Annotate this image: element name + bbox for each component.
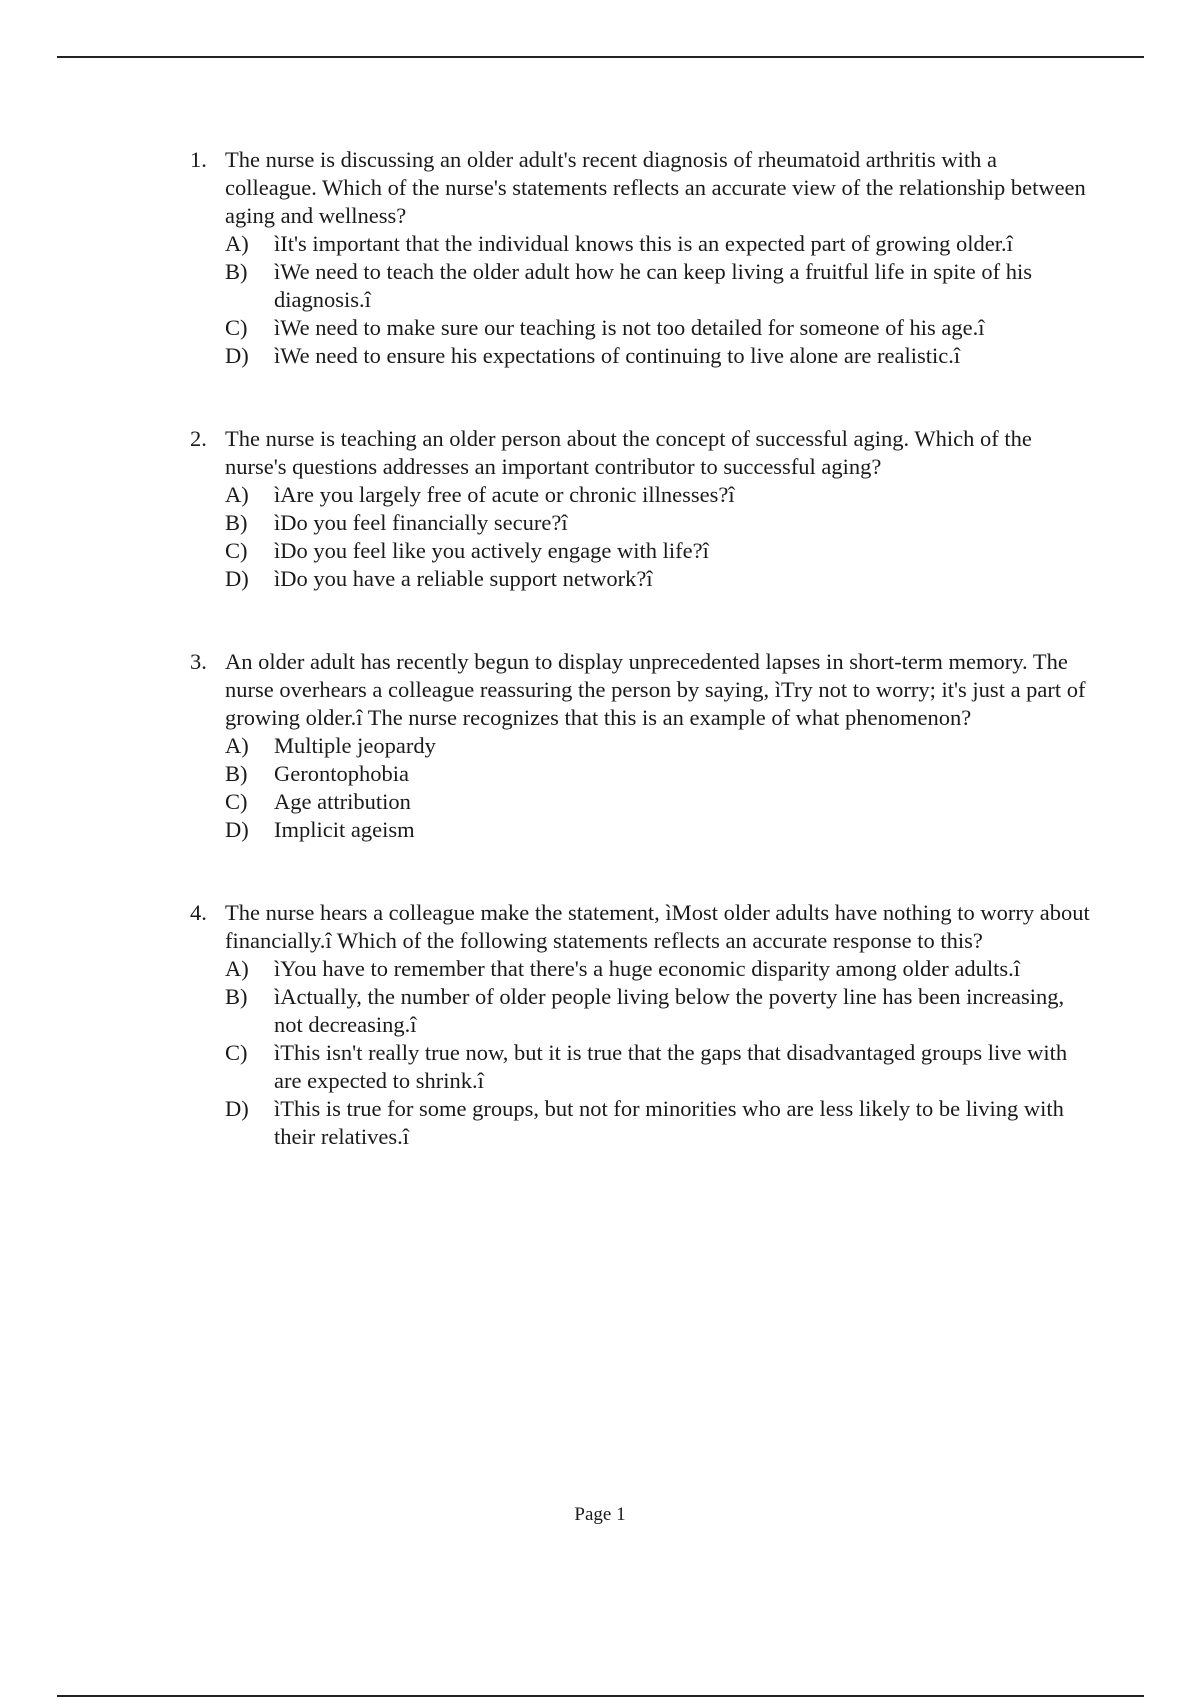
choice-list	[190, 955, 1090, 1151]
choice-letter: B)	[225, 761, 248, 786]
question-1	[190, 146, 1090, 370]
choice-b	[225, 509, 1090, 537]
question-number: 1.	[190, 147, 207, 172]
choice-c	[225, 788, 1090, 816]
question-text: The nurse is teaching an older person about the concept of successful aging. Which of the nurse's questions addresses an important contributor to successful aging?	[225, 426, 1032, 479]
question-list	[190, 146, 1090, 1151]
choice-b	[225, 258, 1090, 314]
question-text: The nurse hears a colleague make the statement, ìMost older adults have nothing to worry about financially.î Which of the following statements reflects an accurate response to this?	[225, 900, 1090, 953]
choice-text: Gerontophobia	[274, 761, 409, 786]
choice-letter: A)	[225, 733, 249, 758]
choice-list	[190, 230, 1090, 370]
choice-letter: D)	[225, 343, 249, 368]
question-text: An older adult has recently begun to display unprecedented lapses in short-term memory. The nurse overhears a colleague reassuring the person by saying, ìTry not to worry; it's just a part of growing older.î The nurse recognizes that this is an example of what phenomenon?	[225, 649, 1086, 730]
choice-text: ìDo you feel financially secure?î	[274, 510, 568, 535]
choice-letter: A)	[225, 231, 249, 256]
choice-letter: B)	[225, 259, 248, 284]
question-stem	[190, 425, 1090, 481]
choice-text: ìAre you largely free of acute or chronic illnesses?î	[274, 482, 735, 507]
choice-letter: C)	[225, 538, 248, 563]
choice-text: ìThis is true for some groups, but not for minorities who are less likely to be living with their relatives.î	[274, 1096, 1064, 1149]
choice-a	[225, 732, 1090, 760]
choice-text: ìDo you have a reliable support network?î	[274, 566, 653, 591]
choice-text: ìIt's important that the individual knows this is an expected part of growing older.î	[274, 231, 1013, 256]
choice-b	[225, 760, 1090, 788]
choice-c	[225, 537, 1090, 565]
choice-text: Multiple jeopardy	[274, 733, 436, 758]
choice-c	[225, 314, 1090, 342]
choice-c	[225, 1039, 1090, 1095]
question-number: 2.	[190, 426, 207, 451]
choice-d	[225, 1095, 1090, 1151]
question-number: 3.	[190, 649, 207, 674]
question-stem	[190, 899, 1090, 955]
choice-letter: C)	[225, 1040, 248, 1065]
question-stem	[190, 146, 1090, 230]
bottom-rule	[57, 1695, 1144, 1697]
question-4	[190, 899, 1090, 1151]
choice-text: Implicit ageism	[274, 817, 415, 842]
choice-text: ìWe need to teach the older adult how he can keep living a fruitful life in spite of his diagnosis.î	[274, 259, 1032, 312]
choice-text: Age attribution	[274, 789, 411, 814]
choice-letter: D)	[225, 1096, 249, 1121]
choice-letter: C)	[225, 789, 248, 814]
choice-text: ìWe need to ensure his expectations of continuing to live alone are realistic.î	[274, 343, 961, 368]
choice-d	[225, 342, 1090, 370]
choice-letter: B)	[225, 510, 248, 535]
choice-d	[225, 565, 1090, 593]
question-3	[190, 648, 1090, 844]
question-stem	[190, 648, 1090, 732]
choice-letter: C)	[225, 315, 248, 340]
choice-a	[225, 230, 1090, 258]
question-2	[190, 425, 1090, 593]
choice-list	[190, 481, 1090, 593]
choice-b	[225, 983, 1090, 1039]
top-rule	[57, 56, 1144, 58]
page-number: Page 1	[574, 1504, 626, 1525]
choice-letter: D)	[225, 566, 249, 591]
choice-text: ìWe need to make sure our teaching is not too detailed for someone of his age.î	[274, 315, 985, 340]
choice-text: ìDo you feel like you actively engage with life?î	[274, 538, 709, 563]
question-text: The nurse is discussing an older adult's recent diagnosis of rheumatoid arthritis with a colleague. Which of the nurse's statements reflects an accurate view of the relationship between aging and wellness?	[225, 147, 1086, 228]
choice-text: ìThis isn't really true now, but it is true that the gaps that disadvantaged groups live with are expected to shrink.î	[274, 1040, 1068, 1093]
choice-letter: A)	[225, 482, 249, 507]
choice-a	[225, 955, 1090, 983]
choice-letter: B)	[225, 984, 248, 1009]
choice-letter: A)	[225, 956, 249, 981]
choice-list	[190, 732, 1090, 844]
choice-a	[225, 481, 1090, 509]
question-number: 4.	[190, 900, 207, 925]
choice-text: ìYou have to remember that there's a huge economic disparity among older adults.î	[274, 956, 1020, 981]
choice-letter: D)	[225, 817, 249, 842]
choice-text: ìActually, the number of older people living below the poverty line has been increasing, not decreasing.î	[274, 984, 1065, 1037]
choice-d	[225, 816, 1090, 844]
